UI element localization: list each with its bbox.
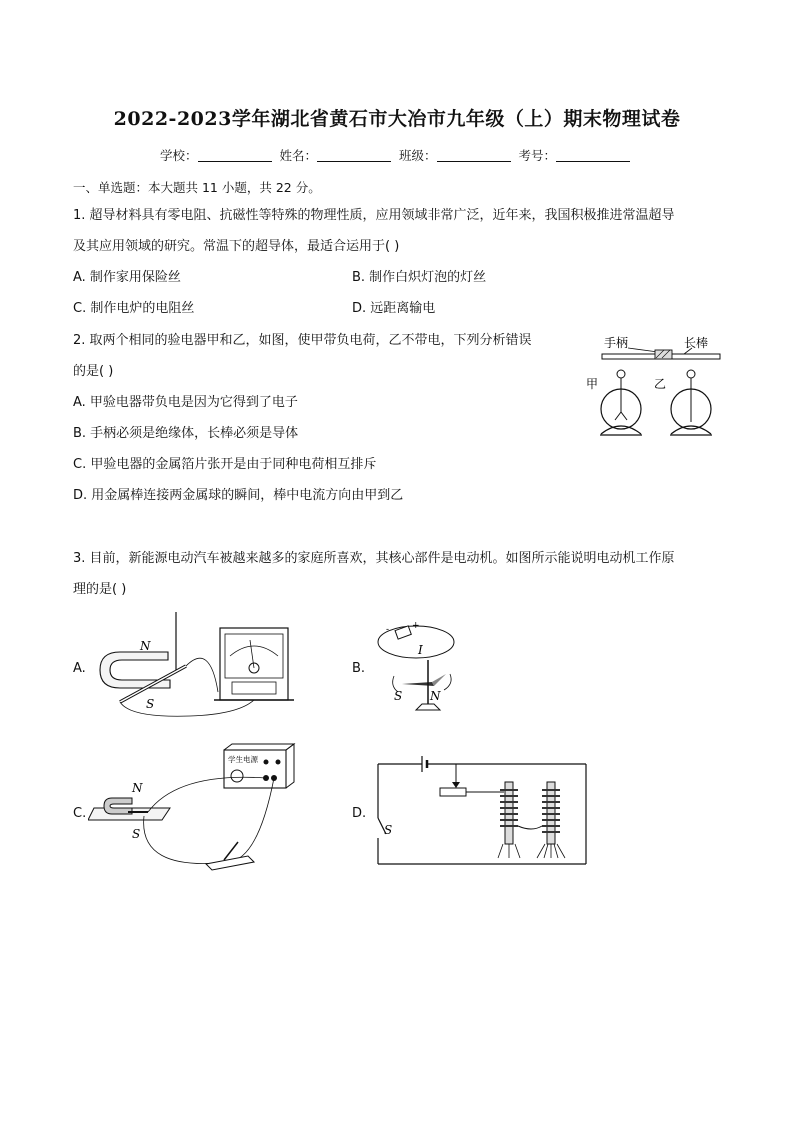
figB-n-label: N <box>430 689 441 703</box>
q3-figure-a-galvanometer <box>90 612 302 720</box>
figA-n-label: N <box>140 639 151 653</box>
school-blank <box>198 149 272 162</box>
q3-label-c: C. <box>73 806 87 821</box>
figC-supply-label: 学生电源 <box>228 755 258 764</box>
electroscope-jia-label: 甲 <box>586 377 599 391</box>
electroscope-yi-label: 乙 <box>654 377 667 391</box>
q1-option-b: B. 制作白炽灯泡的灯丝 <box>352 270 487 285</box>
q3-label-a: A. <box>73 661 86 676</box>
q2-electroscope-figure <box>580 330 730 442</box>
q2-option-a: A. 甲验电器带负电是因为它得到了电子 <box>73 395 298 410</box>
q1-stem-line1: 1. 超导材料具有零电阻、抗磁性等特殊的物理性质，应用领域非常广泛，近年来，我国积极推进常温超导 <box>73 208 675 223</box>
figB-plus: + <box>412 621 420 631</box>
figC-n-label: N <box>132 781 143 795</box>
exam-no-label: 考号： <box>518 148 556 163</box>
q2-option-d: D. 用金属棒连接两金属球的瞬间，棒中电流方向由甲到乙 <box>73 488 404 503</box>
q3-label-d: D. <box>352 806 367 821</box>
exam-no-blank <box>556 149 630 162</box>
figD-s-label: S <box>384 823 393 837</box>
figA-s-label: S <box>146 697 155 711</box>
student-info-line <box>0 146 794 164</box>
q1-option-a: A. 制作家用保险丝 <box>73 270 181 285</box>
q3-stem-line2: 理的是( ) <box>73 582 127 597</box>
name-label: 姓名： <box>279 148 317 163</box>
q3-figure-c-power-supply <box>88 742 308 882</box>
q2-stem-line1: 2. 取两个相同的验电器甲和乙，如图，使甲带负电荷，乙不带电，下列分析错误 <box>73 333 532 348</box>
electromagnet-right <box>537 782 565 858</box>
electroscope-yi <box>670 370 712 435</box>
section-heading: 一、单选题：本大题共 11 小题，共 22 分。 <box>73 180 321 195</box>
u-shaped-magnet <box>100 652 170 688</box>
switch-c <box>206 842 254 870</box>
q2-stem-line2: 的是( ) <box>73 364 114 379</box>
rheostat <box>440 788 466 796</box>
student-power-supply <box>224 744 294 788</box>
figB-current-label: I <box>418 643 423 657</box>
magnetic-needle-s <box>402 682 434 686</box>
figB-s-label: S <box>394 689 403 703</box>
school-label: 学校： <box>159 148 198 163</box>
q2-option-b: B. 手柄必须是绝缘体，长棒必须是导体 <box>73 426 299 441</box>
q3-label-b: B. <box>352 661 366 676</box>
rod-label: 长棒 <box>684 336 709 350</box>
insulated-handle <box>655 350 672 359</box>
electroscope-jia <box>600 370 642 435</box>
galvanometer <box>214 628 294 700</box>
q1-stem-line2: 及其应用领域的研究。常温下的超导体，最适合运用于( ) <box>73 239 400 254</box>
figB-minus: - <box>386 625 390 635</box>
q3-stem-line1: 3. 目前，新能源电动汽车被越来越多的家庭所喜欢，其核心部件是电动机。如图所示能说明电动机工作原 <box>73 551 675 566</box>
figC-s-label: S <box>132 827 141 841</box>
electromagnet-left <box>498 782 520 858</box>
handle-label: 手柄 <box>604 336 629 350</box>
q1-option-c: C. 制作电炉的电阻丝 <box>73 301 195 316</box>
q2-option-c: C. 甲验电器的金属箔片张开是由于同种电荷相互排斥 <box>73 457 377 472</box>
page-title: 2022-2023学年湖北省黄石市大冶市九年级（上）期末物理试卷 <box>113 108 681 130</box>
q3-figure-b-current-loop <box>372 620 482 716</box>
class-label: 班级： <box>398 148 437 163</box>
class-blank <box>437 149 511 162</box>
q1-option-d: D. 远距离输电 <box>352 301 436 316</box>
q3-figure-d-electromagnet <box>372 752 592 872</box>
name-blank <box>317 149 391 162</box>
